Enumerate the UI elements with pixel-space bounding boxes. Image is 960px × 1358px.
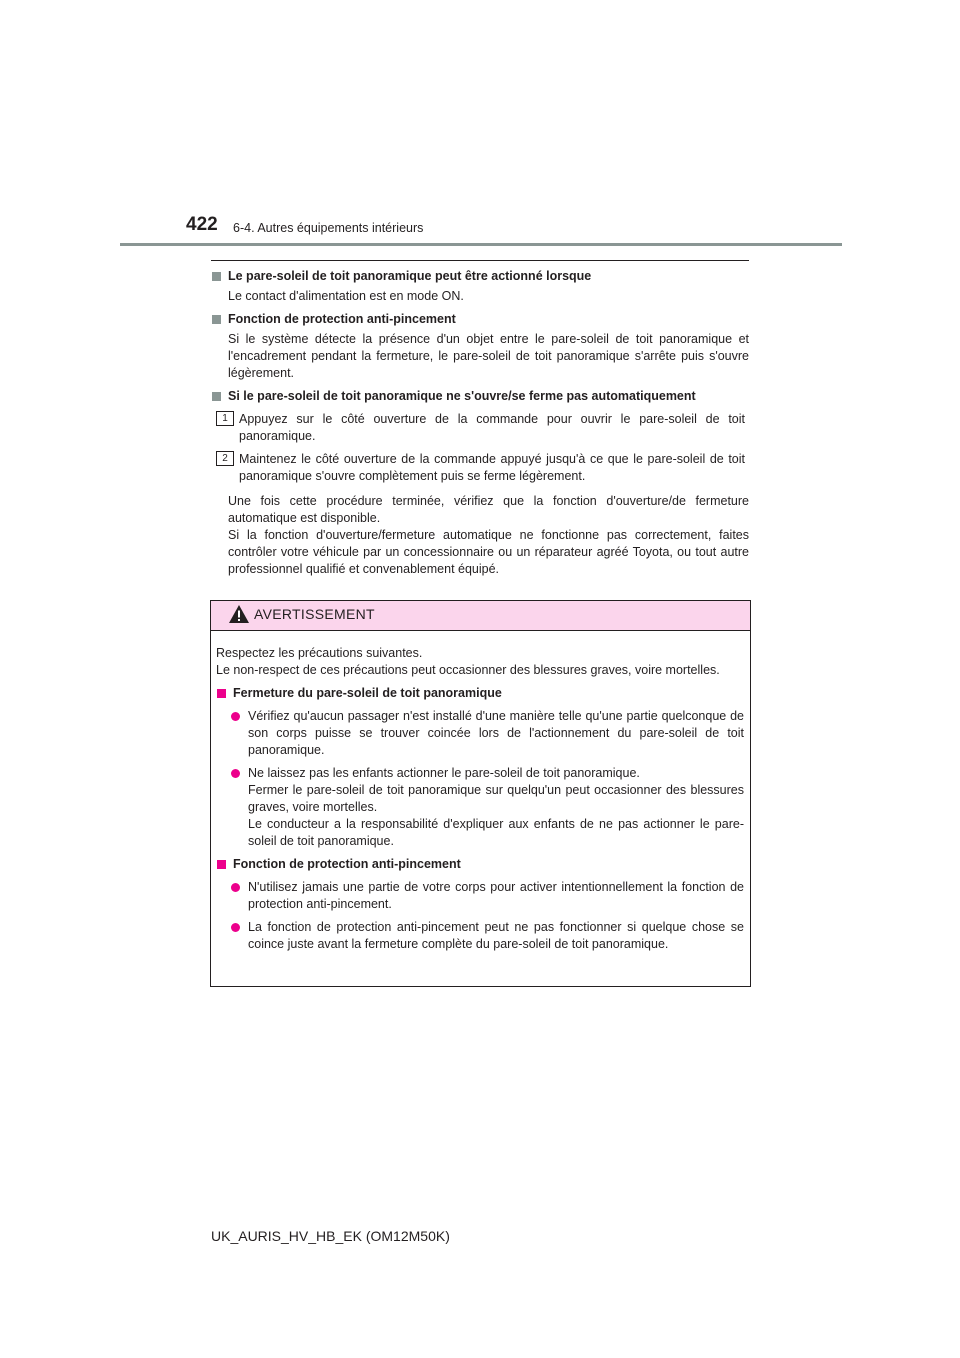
warning-body <box>211 631 750 953</box>
step-number-badge: 1 <box>216 411 234 426</box>
warning-intro: Respectez les précautions suivantes. <box>216 646 423 660</box>
warning-intro: Le non-respect de ces précautions peut occasionner des blessures graves, voire mortelles. <box>216 663 720 677</box>
square-bullet-icon <box>217 689 226 698</box>
heading-text: Fonction de protection anti-pincement <box>233 857 461 871</box>
round-bullet-icon <box>231 923 240 932</box>
content-divider <box>211 260 749 261</box>
warning-heading <box>216 685 744 702</box>
paragraph: Si la fonction d'ouverture/fermeture automatique ne fonctionne pas correctement, faites contrôler votre véhicule par un concessionnaire ou un réparateur agréé Toyota, ou tout autre professionnel qualifié et convenablement équipé. <box>228 528 749 576</box>
heading-text: Le pare-soleil de toit panoramique peut être actionné lorsque <box>228 269 592 283</box>
warning-bullet <box>216 708 744 759</box>
bullet-text: Le conducteur a la responsabilité d'expliquer aux enfants de ne pas actionner le pare-soleil de toit panoramique. <box>248 817 744 848</box>
document-code-footer: UK_AURIS_HV_HB_EK (OM12M50K) <box>211 1228 450 1244</box>
header-rule <box>120 243 842 246</box>
warning-bullet <box>216 765 744 850</box>
warning-box <box>210 600 751 987</box>
heading-text: Fermeture du pare-soleil de toit panoramique <box>233 686 502 700</box>
warning-triangle-icon <box>228 604 250 624</box>
step-text: Maintenez le côté ouverture de la commande appuyé jusqu'à ce que le pare-soleil de toit panoramique s'ouvre complètement puis se ferme légèrement. <box>239 452 745 483</box>
bullet-text: Fermer le pare-soleil de toit panoramique sur quelqu'un peut occasionner des blessures graves, voire mortelles. <box>248 783 744 814</box>
square-bullet-icon <box>217 860 226 869</box>
square-bullet-icon <box>212 315 221 324</box>
bullet-text: N'utilisez jamais une partie de votre corps pour activer intentionnellement la fonction de protection anti-pincement. <box>248 880 744 911</box>
heading-text: Fonction de protection anti-pincement <box>228 312 456 326</box>
warning-bullet <box>216 919 744 953</box>
round-bullet-icon <box>231 769 240 778</box>
bullet-text: Ne laissez pas les enfants actionner le pare-soleil de toit panoramique. <box>248 766 640 780</box>
bullet-text: Vérifiez qu'aucun passager n'est installé d'une manière telle qu'une partie quelconque de son corps puisse se trouver coincée lors de l'actionnement du pare-soleil de toit panoramique. <box>248 709 744 757</box>
section-title: 6-4. Autres équipements intérieurs <box>233 221 424 235</box>
square-bullet-icon <box>212 392 221 401</box>
round-bullet-icon <box>231 712 240 721</box>
paragraph: Le contact d'alimentation est en mode ON. <box>228 289 464 303</box>
paragraph: Une fois cette procédure terminée, vérifiez que la fonction d'ouverture/de fermeture automatique est disponible. <box>228 494 749 525</box>
warning-header <box>211 601 750 631</box>
square-bullet-icon <box>212 272 221 281</box>
step-item <box>211 411 749 445</box>
page-number: 422 <box>186 214 218 235</box>
section-heading <box>211 388 749 405</box>
section-heading <box>211 268 749 285</box>
paragraph: Si le système détecte la présence d'un objet entre le pare-soleil de toit panoramique et l'encadrement pendant la fermeture, le pare-soleil de toit panoramique s'arrête puis s'ouvre légèrement. <box>228 332 749 380</box>
content-area <box>211 268 749 578</box>
warning-bullet <box>216 879 744 913</box>
step-number-badge: 2 <box>216 451 234 466</box>
heading-text: Si le pare-soleil de toit panoramique ne s'ouvre/se ferme pas automatiquement <box>228 389 696 403</box>
section-heading <box>211 311 749 328</box>
step-text: Appuyez sur le côté ouverture de la commande pour ouvrir le pare-soleil de toit panoramique. <box>239 412 745 443</box>
round-bullet-icon <box>231 883 240 892</box>
warning-heading <box>216 856 744 873</box>
warning-title: AVERTISSEMENT <box>254 606 375 622</box>
bullet-text: La fonction de protection anti-pincement peut ne pas fonctionner si quelque chose se coince juste avant la fermeture complète du pare-soleil de toit panoramique. <box>248 920 744 951</box>
step-item <box>211 451 749 485</box>
